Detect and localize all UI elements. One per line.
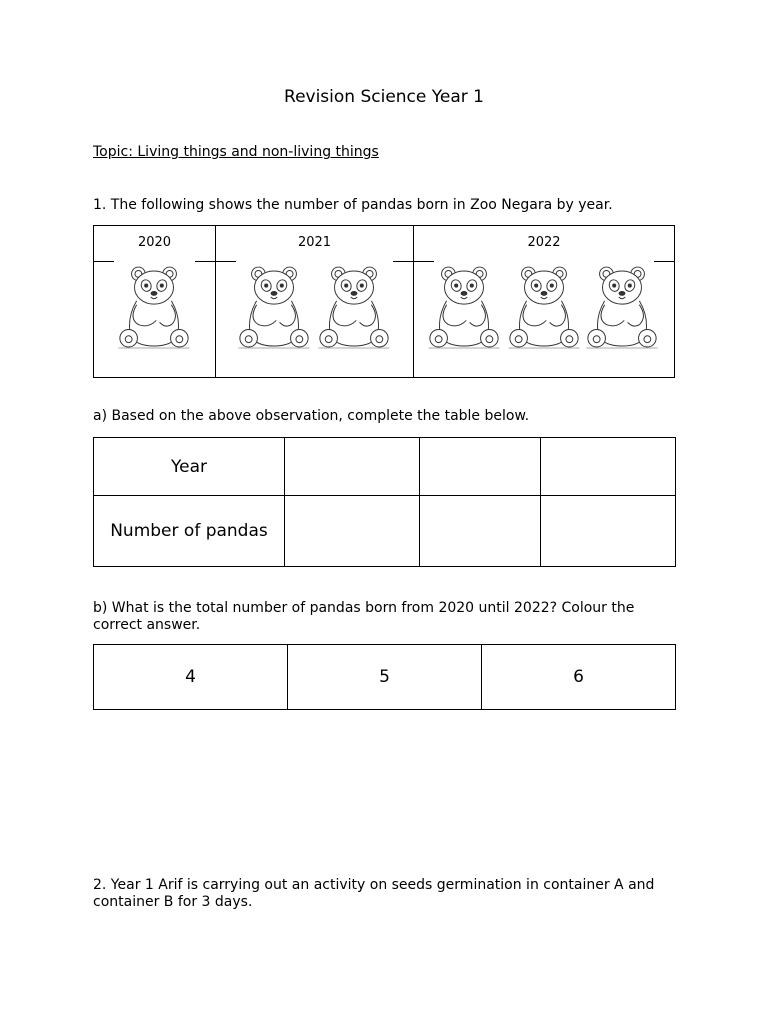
divider-line bbox=[195, 261, 215, 262]
worksheet-title: Revision Science Year 1 bbox=[284, 87, 484, 107]
answer-cell[interactable] bbox=[285, 438, 420, 496]
answer-cell[interactable] bbox=[420, 496, 541, 567]
answer-cell[interactable] bbox=[285, 496, 420, 567]
question-1b-text: b) What is the total number of pandas born from 2020 until 2022? Colour the correct answer. bbox=[93, 600, 635, 633]
year-label: 2022 bbox=[527, 235, 561, 250]
question-1-text: 1. The following shows the number of pandas born in Zoo Negara by year. bbox=[93, 197, 613, 213]
row-header-year: Year bbox=[94, 438, 285, 496]
year-label: 2021 bbox=[297, 235, 332, 250]
panda-icon bbox=[583, 264, 661, 352]
panda-icon bbox=[315, 264, 393, 352]
year-column-2022 bbox=[413, 226, 674, 377]
panda-icon bbox=[505, 264, 583, 352]
panda-icon bbox=[115, 264, 193, 352]
answer-options-b bbox=[93, 644, 676, 710]
panda-icon bbox=[425, 264, 503, 352]
panda-icon bbox=[235, 264, 313, 352]
question-2-text: 2. Year 1 Arif is carrying out an activity on seeds germination in container A and container B for 3 days. bbox=[93, 877, 655, 910]
question-1a-text: a) Based on the above observation, complete the table below. bbox=[93, 408, 530, 424]
divider-line bbox=[414, 261, 434, 262]
answer-cell[interactable] bbox=[541, 438, 676, 496]
year-column-2021 bbox=[215, 226, 413, 377]
divider-line bbox=[393, 261, 413, 262]
panda-picture-table bbox=[93, 225, 675, 378]
answer-option[interactable]: 6 bbox=[482, 645, 676, 710]
row-header-number-of-pandas: Number of pandas bbox=[94, 496, 285, 567]
answer-cell[interactable] bbox=[420, 438, 541, 496]
year-column-2020 bbox=[94, 226, 215, 377]
answer-option[interactable]: 5 bbox=[288, 645, 482, 710]
answer-cell[interactable] bbox=[541, 496, 676, 567]
answer-table-a bbox=[93, 437, 676, 567]
topic-heading: Topic: Living things and non-living things bbox=[93, 144, 379, 160]
answer-option[interactable]: 4 bbox=[94, 645, 288, 710]
divider-line bbox=[216, 261, 236, 262]
divider-line bbox=[94, 261, 114, 262]
year-label: 2020 bbox=[137, 235, 172, 250]
divider-line bbox=[654, 261, 674, 262]
